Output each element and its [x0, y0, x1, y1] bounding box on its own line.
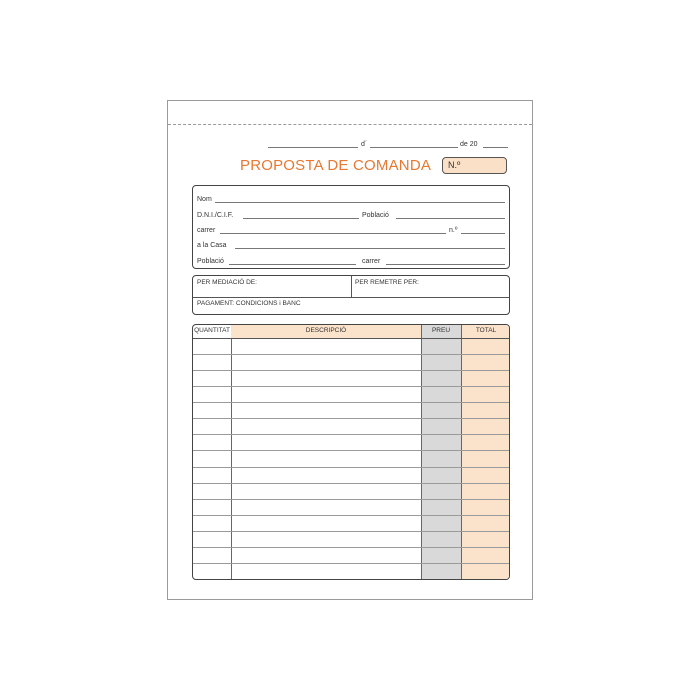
order-number-label: N.º	[448, 160, 461, 170]
nom-label: Nom	[197, 196, 212, 203]
year-label: de 20	[460, 141, 478, 148]
poblacio2-label: Població	[197, 258, 224, 265]
table-row[interactable]	[193, 563, 509, 564]
table-rows	[193, 338, 509, 579]
carrer-label: carrer	[197, 227, 216, 234]
table-row[interactable]	[193, 547, 509, 548]
date-year-line[interactable]	[483, 147, 508, 148]
order-form-sheet	[167, 100, 533, 600]
client-details-box	[192, 185, 510, 269]
poblacio2-field[interactable]	[229, 264, 356, 265]
date-separator: d´	[361, 141, 368, 148]
table-row[interactable]	[193, 499, 509, 500]
carrer2-label: carrer	[362, 258, 381, 265]
carrer2-field[interactable]	[386, 264, 505, 265]
a-la-casa-label: a la Casa	[197, 242, 227, 249]
form-title: PROPOSTA DE COMANDA	[240, 157, 432, 174]
order-number-box[interactable]	[442, 157, 507, 174]
table-row[interactable]	[193, 418, 509, 419]
poblacio-field[interactable]	[396, 218, 505, 219]
table-header	[193, 325, 509, 339]
total-header: TOTAL	[475, 327, 497, 334]
carrer-field[interactable]	[220, 233, 446, 234]
date-month-line[interactable]	[370, 147, 458, 148]
quantitat-header: QUANTITAT	[194, 327, 230, 334]
pagament-label: PAGAMENT: CONDICIONS i BANC	[197, 300, 301, 307]
table-row[interactable]	[193, 467, 509, 468]
nom-field[interactable]	[215, 202, 505, 203]
dni-label: D.N.I./C.I.F.	[197, 212, 234, 219]
table-row[interactable]	[193, 483, 509, 484]
table-row[interactable]	[193, 402, 509, 403]
table-row[interactable]	[193, 515, 509, 516]
descripcio-header: DESCRIPCIÓ	[305, 327, 347, 334]
mediacio-label: PER MEDIACIÓ DE:	[197, 279, 257, 286]
table-row[interactable]	[193, 386, 509, 387]
date-day-line[interactable]	[268, 147, 358, 148]
table-row[interactable]	[193, 450, 509, 451]
poblacio-label: Població	[362, 212, 389, 219]
a-la-casa-field[interactable]	[235, 248, 505, 249]
items-table	[192, 324, 510, 580]
table-row[interactable]	[193, 370, 509, 371]
box-divider	[193, 297, 509, 298]
table-row[interactable]	[193, 531, 509, 532]
preu-header: PREU	[431, 327, 451, 334]
shipping-payment-box	[192, 275, 510, 315]
numero-label: n.º	[449, 227, 458, 234]
perforation-line	[168, 124, 532, 125]
dni-field[interactable]	[243, 218, 359, 219]
remetre-label: PER REMETRE PER:	[355, 279, 419, 286]
box-vertical-divider	[351, 276, 352, 297]
table-row[interactable]	[193, 434, 509, 435]
table-row[interactable]	[193, 354, 509, 355]
numero-field[interactable]	[461, 233, 505, 234]
